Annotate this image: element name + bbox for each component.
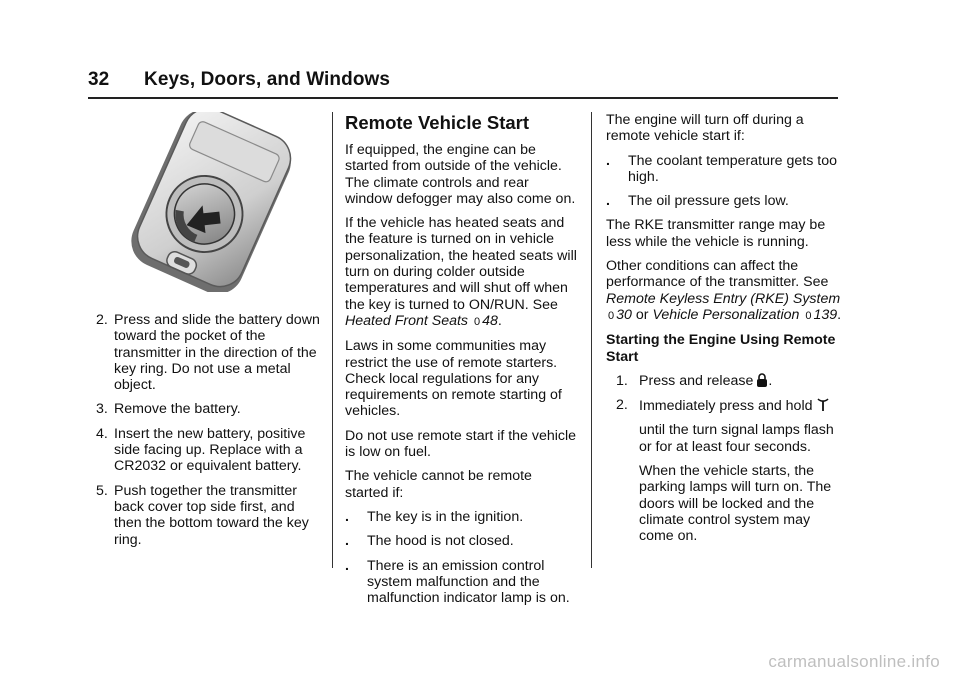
watermark: carmanualsonline.info	[768, 652, 940, 671]
bullet-mark: .	[345, 533, 349, 550]
cross-reference-link[interactable]: Heated Front Seats	[345, 312, 469, 329]
lock-icon	[756, 373, 768, 387]
paragraph: The RKE transmitter range may be less while the vehicle is running.	[606, 217, 826, 250]
list-item: . The key is in the ignition.	[345, 508, 524, 525]
list-item: 1. Press and release .	[616, 372, 773, 389]
paragraph: Other conditions can affect the performance of the transmitter. See Remote Keyless Entry (RKE) System 0 30 or Vehicle Personalization 0 139.	[606, 258, 842, 323]
paragraph: The vehicle cannot be remote started if:	[345, 468, 532, 501]
list-item: . The oil pressure gets low.	[606, 193, 789, 210]
paragraph: until the turn signal lamps flash or for at least four seconds.	[639, 422, 834, 455]
header-text	[88, 69, 390, 91]
cross-reference-link[interactable]: Remote Keyless Entry (RKE) System	[606, 290, 841, 307]
header-rule	[88, 97, 838, 99]
column-divider	[591, 112, 592, 568]
bullet-mark: .	[345, 508, 349, 525]
page-ref-number[interactable]: 30	[616, 306, 632, 323]
list-item: 4. Insert the new battery, positive side facing up. Replace with a CR2032 or equivalent battery.	[96, 425, 306, 475]
bullet-mark: .	[606, 152, 610, 169]
page-ref-number[interactable]: 139	[813, 306, 838, 323]
paragraph: When the vehicle starts, the parking lamps will turn on. The doors will be locked and the climate control system may come on.	[639, 463, 832, 545]
section-heading: Remote Vehicle Start	[345, 112, 530, 133]
column-1	[96, 312, 326, 556]
page-ref-icon: 0	[805, 309, 812, 322]
column-divider	[332, 112, 333, 568]
page-ref-icon: 0	[473, 315, 481, 328]
paragraph: Do not use remote start if the vehicle is low on fuel.	[345, 427, 577, 461]
paragraph: The engine will turn off during a remote vehicle start if:	[606, 112, 804, 145]
column-2	[345, 112, 577, 614]
list-item: 2. Immediately press and hold	[606, 397, 846, 414]
list-item: 2. Press and slide the battery down toward the pocket of the transmitter in the direction of the key ring. Do not use a metal object.	[96, 312, 320, 394]
column-3	[606, 112, 846, 553]
list-item: . The hood is not closed.	[345, 533, 514, 550]
page-ref-icon: 0	[608, 309, 615, 322]
key-fob-illustration	[112, 112, 312, 292]
bullet-mark: .	[606, 193, 610, 210]
paragraph: If the vehicle has heated seats and the feature is turned on in vehicle personalization, the heated seats will turn on during colder outside temperatures and will shut off when the key is turned to ON/RUN. See Heated Front Seats 0 48.	[345, 215, 577, 329]
list-item: 3. Remove the battery.	[96, 401, 241, 418]
paragraph: If equipped, the engine can be started from outside of the vehicle. The climate controls and rear window defogger may also come on.	[345, 142, 576, 207]
list-item: . There is an emission control system malfunction and the malfunction indicator lamp is on.	[345, 557, 570, 607]
page-ref-number[interactable]: 48	[482, 312, 498, 329]
page-number: 32	[88, 69, 110, 90]
bullet-mark: .	[345, 557, 349, 574]
subheading: Starting the Engine Using Remote Start	[606, 332, 836, 365]
list-item: . The coolant temperature gets too high.	[606, 152, 837, 185]
section-title: Keys, Doors, and Windows	[144, 69, 391, 90]
cross-reference-link[interactable]: Vehicle Personalization	[652, 306, 800, 323]
paragraph: Laws in some communities may restrict the use of remote starters. Check local regulations for any requirements on remote starting of vehicles.	[345, 338, 562, 420]
list-item: 5. Push together the transmitter back cover top side first, and then the bottom toward the key ring.	[96, 482, 309, 548]
remote-start-icon	[816, 397, 830, 412]
